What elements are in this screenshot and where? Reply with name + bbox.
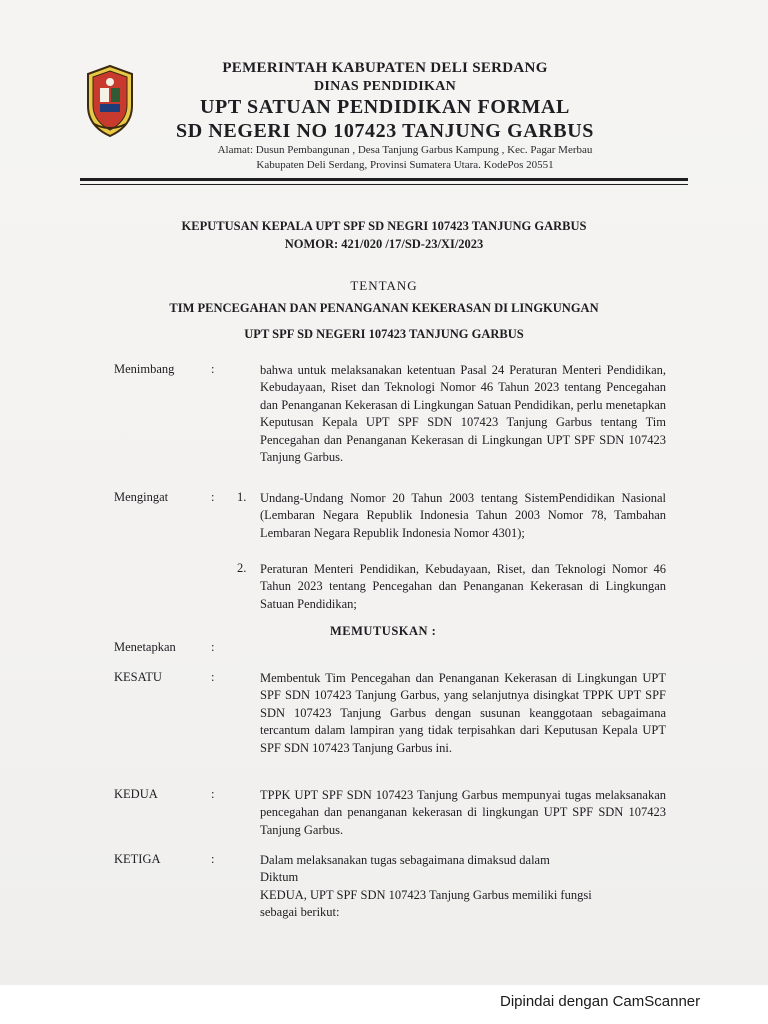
ketiga-text xyxy=(260,852,666,922)
mengingat-colon: : xyxy=(211,490,215,504)
kesatu-label: KESATU xyxy=(114,670,162,684)
ketiga-colon: : xyxy=(211,852,215,866)
menetapkan-label: Menetapkan xyxy=(114,640,176,654)
mengingat-item-text: Peraturan Menteri Pendidikan, Kebudayaan, Riset, dan Teknologi Nomor 46 Tahun 2023 tentang Pencegahan dan Penanganan Kekerasan di Lingkungan Satuan Pendidikan; xyxy=(260,562,666,611)
letterhead-rule-thin xyxy=(80,184,688,185)
memutuskan-heading: MEMUTUSKAN : xyxy=(330,624,437,638)
letterhead-rule-thick xyxy=(80,178,688,181)
decree-number: NOMOR: 421/020 /17/SD-23/XI/2023 xyxy=(284,237,484,251)
regency-emblem-icon xyxy=(80,62,140,140)
kedua-text: TPPK UPT SPF SDN 107423 Tanjung Garbus mempunyai tugas melaksanakan pencegahan dan penanganan kekerasan di lingkungan UPT SPF SDN 107423 Tanjung Garbus. xyxy=(260,788,666,837)
letterhead-school: SD NEGERI NO 107423 TANJUNG GARBUS xyxy=(175,120,595,142)
menimbang-colon: : xyxy=(211,362,215,376)
decree-subject-line-2: UPT SPF SD NEGERI 107423 TANJUNG GARBUS xyxy=(244,327,524,341)
kedua-label: KEDUA xyxy=(114,787,158,801)
mengingat-item-number: 2. xyxy=(237,561,247,575)
ketiga-line: sebagai berikut: xyxy=(260,905,340,920)
letterhead-unit: UPT SATUAN PENDIDIKAN FORMAL xyxy=(200,96,570,118)
decree-tentang: TENTANG xyxy=(350,278,418,293)
ketiga-line: KEDUA, UPT SPF SDN 107423 Tanjung Garbus memiliki fungsi xyxy=(260,887,592,902)
kedua-colon: : xyxy=(211,787,215,801)
ketiga-line: Diktum xyxy=(260,870,299,885)
letterhead-address-line-2: Kabupaten Deli Serdang, Provinsi Sumatera Utara. KodePos 20551 xyxy=(256,159,554,171)
menimbang-label: Menimbang xyxy=(114,362,175,376)
scanner-watermark: Dipindai dengan CamScanner xyxy=(500,993,701,1010)
letterhead-address-line-1: Alamat: Dusun Pembangunan , Desa Tanjung Garbus Kampung , Kec. Pagar Merbau xyxy=(217,144,593,156)
mengingat-label: Mengingat xyxy=(114,490,169,504)
ketiga-label: KETIGA xyxy=(114,852,161,866)
kesatu-text: Membentuk Tim Pencegahan dan Penanganan Kekerasan di Lingkungan UPT SPF SDN 107423 Tanjung Garbus, yang selanjutnya disingkat TPPK UPT SPF SDN 107423 Tanjung Garbus dengan susunan keanggotaan sebagaimana tercantum dalam lampiran yang tidak terpisahkan dari Keputusan Kepala UPT SPF SDN 107423 Tanjung Garbus ini. xyxy=(260,671,666,755)
menimbang-text: bahwa untuk melaksanakan ketentuan Pasal 24 Peraturan Menteri Pendidikan, Kebudayaan, Riset dan Teknologi Nomor 46 Tahun 2023 tentang Pencegahan dan Penanganan Kekerasan di Lingkungan Satuan Pendidikan, perlu menetapkan Keputusan Kepala UPT SPF SDN 107423 Tanjung Garbus tentang Tim Pencegahan dan Penanganan Kekerasan di Lingkungan UPT SPF SDN 107423 Tanjung Garbus. xyxy=(260,363,666,465)
letterhead-agency: DINAS PENDIDIKAN xyxy=(313,79,457,94)
decree-title: KEPUTUSAN KEPALA UPT SPF SD NEGRI 107423 TANJUNG GARBUS xyxy=(181,219,587,233)
kesatu-colon: : xyxy=(211,670,215,684)
mengingat-item-number: 1. xyxy=(237,490,247,504)
decree-subject-line-1: TIM PENCEGAHAN DAN PENANGANAN KEKERASAN DI LINGKUNGAN xyxy=(169,301,599,315)
menetapkan-colon: : xyxy=(211,640,215,654)
mengingat-item-text: Undang-Undang Nomor 20 Tahun 2003 tentang SistemPendidikan Nasional (Lembaran Negara Republik Indonesia Tahun 2003 Nomor 78, Tambahan Lembaran Negara Republik Indonesia Nomor 4301); xyxy=(260,491,666,540)
letterhead-government: PEMERINTAH KABUPATEN DELI SERDANG xyxy=(222,60,548,76)
ketiga-line: Dalam melaksanakan tugas sebagaimana dimaksud dalam xyxy=(260,853,550,867)
